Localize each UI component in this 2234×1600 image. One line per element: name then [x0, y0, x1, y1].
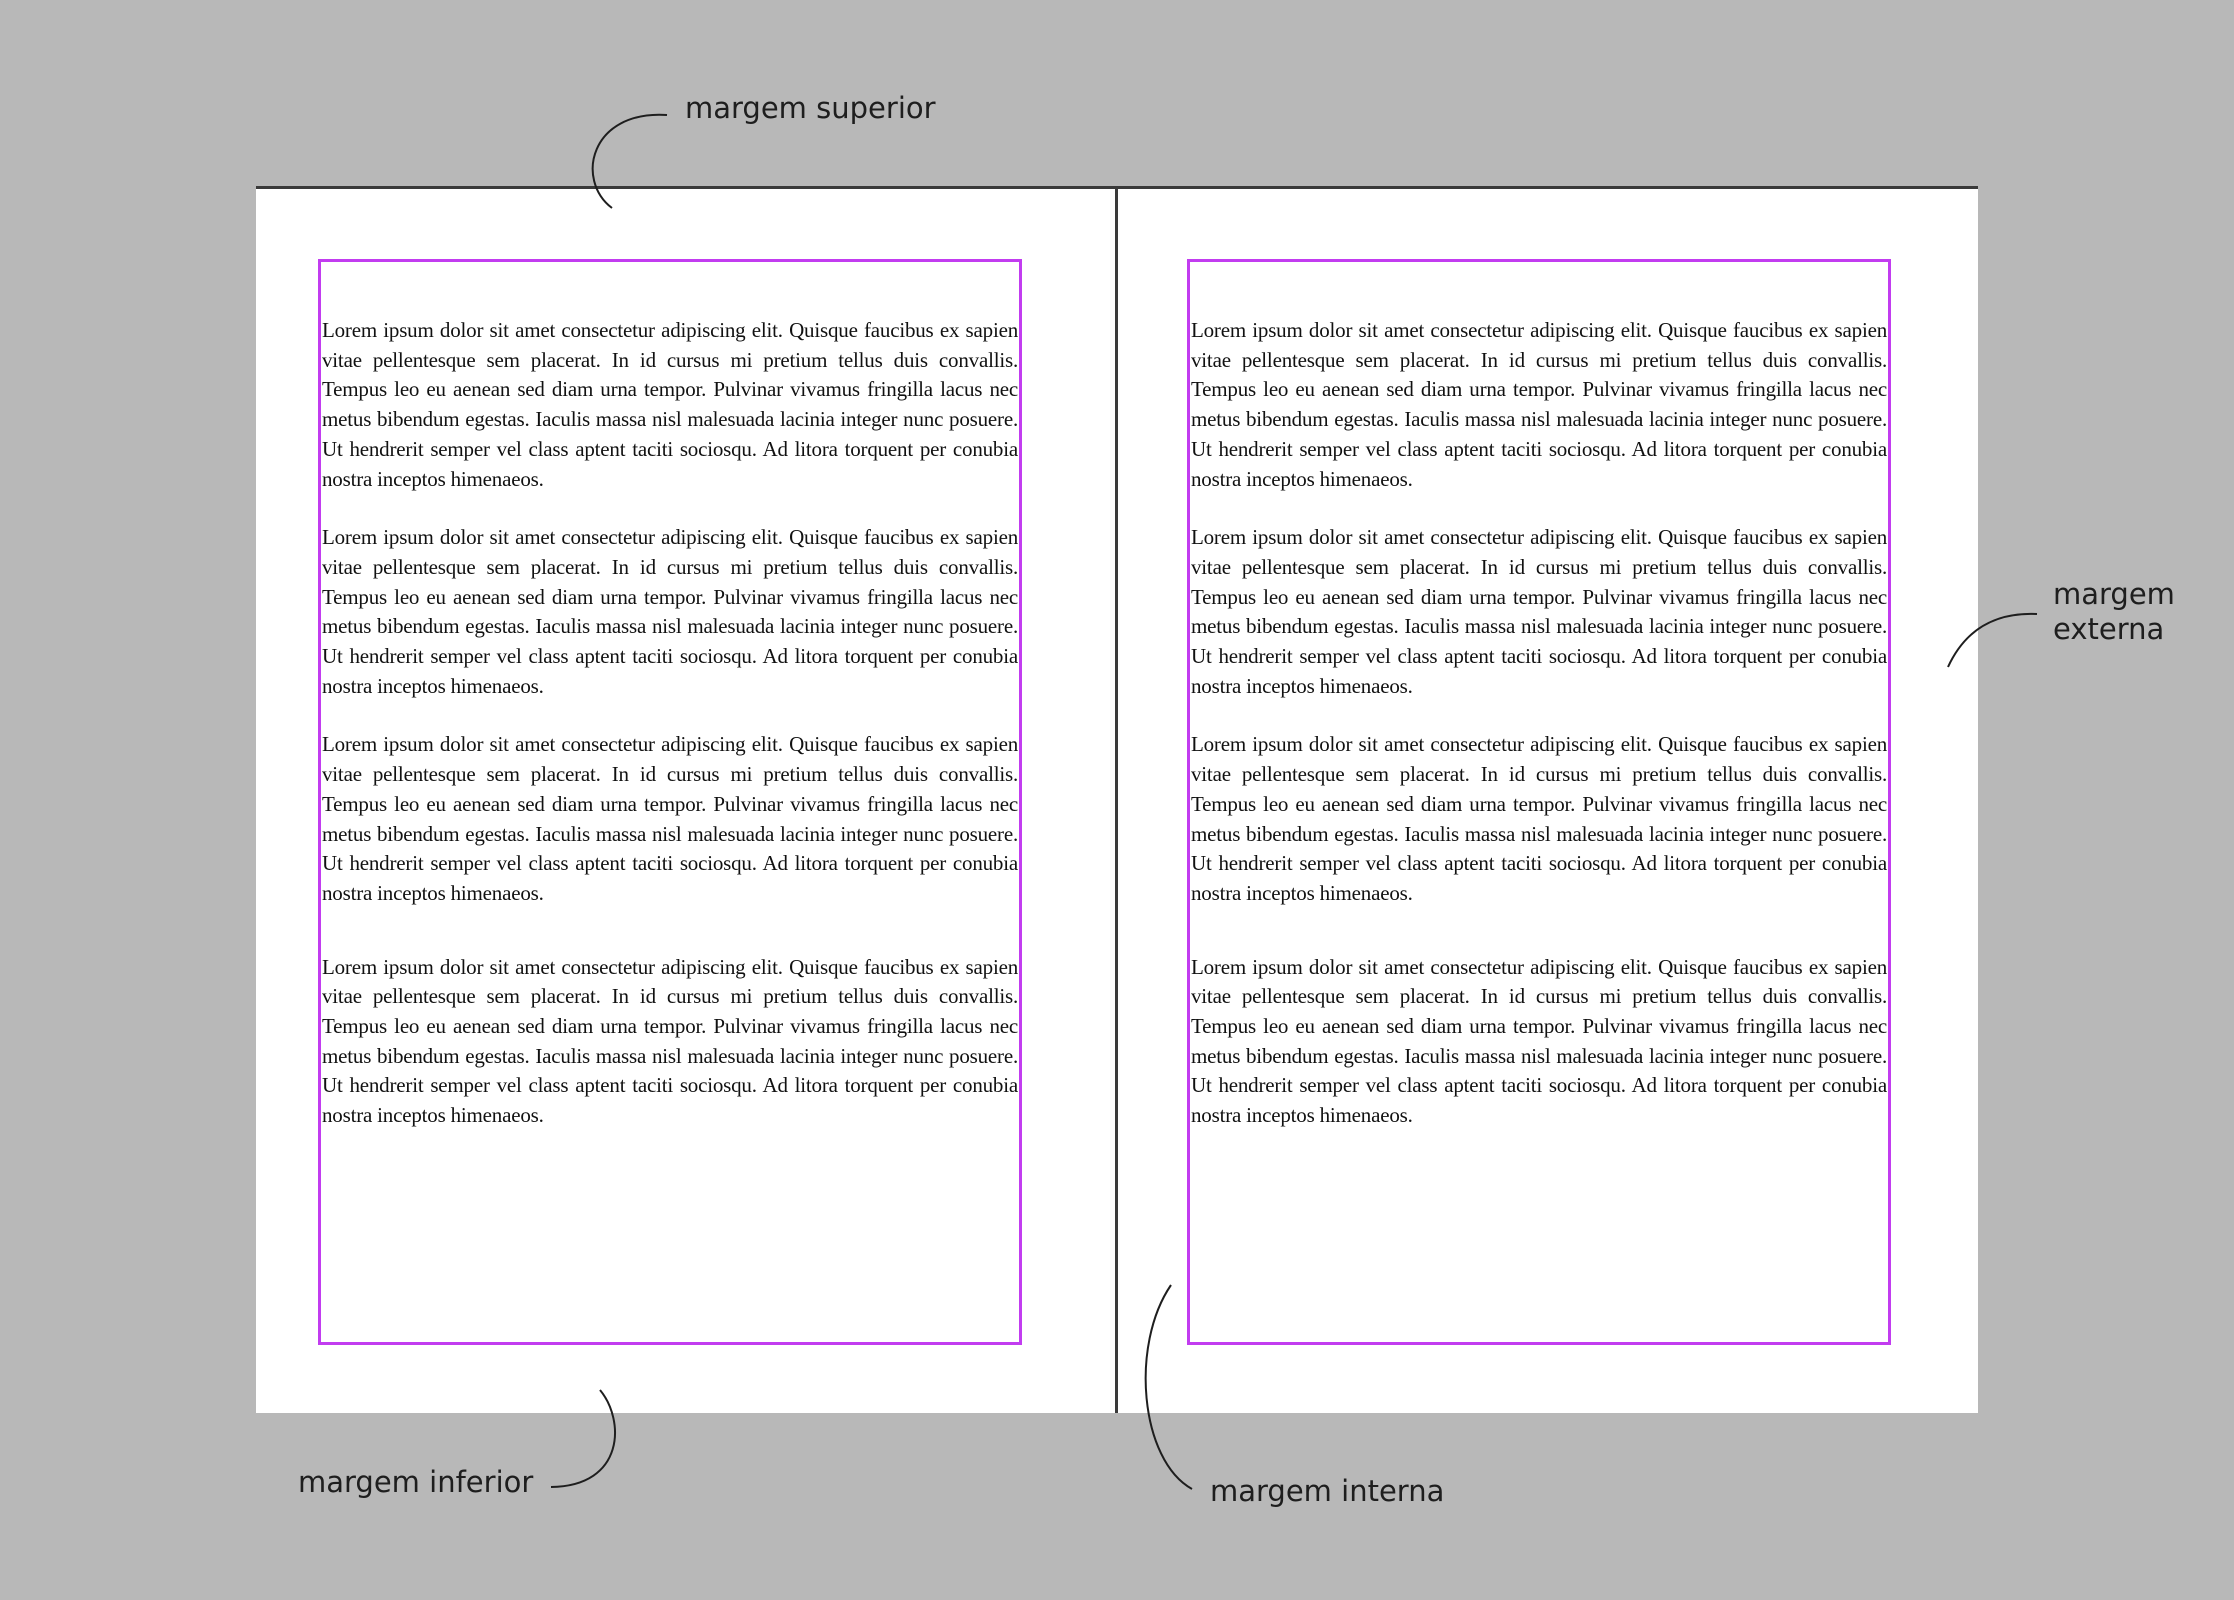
paragraph: Lorem ipsum dolor sit amet consectetur adipiscing elit. Quisque faucibus ex sapien vitae pellentesque sem placerat. In id cursus mi pretium tellus duis convallis. Tempus leo eu aenean sed diam urna tempor. Pulvinar vivamus fringilla lacus nec metus bibendum egestas. Iaculis massa nisl malesuada lacinia integer nunc posuere. Ut hendrerit semper vel class aptent taciti sociosqu. Ad litora torquent per conubia nostra inceptos himenaeos.: [1191, 732, 1887, 905]
right-page: [1117, 189, 1978, 1413]
paragraph: Lorem ipsum dolor sit amet consectetur adipiscing elit. Quisque faucibus ex sapien vitae pellentesque sem placerat. In id cursus mi pretium tellus duis convallis. Tempus leo eu aenean sed diam urna tempor. Pulvinar vivamus fringilla lacus nec metus bibendum egestas. Iaculis massa nisl malesuada lacinia integer nunc posuere. Ut hendrerit semper vel class aptent taciti sociosqu. Ad litora torquent per conubia nostra inceptos himenaeos.: [1191, 954, 1887, 1128]
paragraph: Lorem ipsum dolor sit amet consectetur adipiscing elit. Quisque faucibus ex sapien vitae pellentesque sem placerat. In id cursus mi pretium tellus duis convallis. Tempus leo eu aenean sed diam urna tempor. Pulvinar vivamus fringilla lacus nec metus bibendum egestas. Iaculis massa nisl malesuada lacinia integer nunc posuere. Ut hendrerit semper vel class aptent taciti sociosqu. Ad litora torquent per conubia nostra inceptos himenaeos.: [322, 732, 1018, 905]
book-spread: [256, 186, 1978, 1413]
right-text-frame: [1187, 259, 1891, 1345]
paragraph: Lorem ipsum dolor sit amet consectetur adipiscing elit. Quisque faucibus ex sapien vitae pellentesque sem placerat. In id cursus mi pretium tellus duis convallis. Tempus leo eu aenean sed diam urna tempor. Pulvinar vivamus fringilla lacus nec metus bibendum egestas. Iaculis massa nisl malesuada lacinia integer nunc posuere. Ut hendrerit semper vel class aptent taciti sociosqu. Ad litora torquent per conubia nostra inceptos himenaeos.: [322, 954, 1018, 1128]
inner-margin-label: margem interna: [1210, 1474, 1445, 1508]
paragraph: Lorem ipsum dolor sit amet consectetur adipiscing elit. Quisque faucibus ex sapien vitae pellentesque sem placerat. In id cursus mi pretium tellus duis convallis. Tempus leo eu aenean sed diam urna tempor. Pulvinar vivamus fringilla lacus nec metus bibendum egestas. Iaculis massa nisl malesuada lacinia integer nunc posuere. Ut hendrerit semper vel class aptent taciti sociosqu. Ad litora torquent per conubia nostra inceptos himenaeos.: [322, 525, 1018, 698]
bottom-margin-label: margem inferior: [298, 1465, 534, 1499]
left-text-body: [321, 316, 1019, 1160]
paragraph: Lorem ipsum dolor sit amet consectetur adipiscing elit. Quisque faucibus ex sapien vitae pellentesque sem placerat. In id cursus mi pretium tellus duis convallis. Tempus leo eu aenean sed diam urna tempor. Pulvinar vivamus fringilla lacus nec metus bibendum egestas. Iaculis massa nisl malesuada lacinia integer nunc posuere. Ut hendrerit semper vel class aptent taciti sociosqu. Ad litora torquent per conubia nostra inceptos himenaeos.: [1191, 318, 1887, 491]
paragraph: Lorem ipsum dolor sit amet consectetur adipiscing elit. Quisque faucibus ex sapien vitae pellentesque sem placerat. In id cursus mi pretium tellus duis convallis. Tempus leo eu aenean sed diam urna tempor. Pulvinar vivamus fringilla lacus nec metus bibendum egestas. Iaculis massa nisl malesuada lacinia integer nunc posuere. Ut hendrerit semper vel class aptent taciti sociosqu. Ad litora torquent per conubia nostra inceptos himenaeos.: [322, 318, 1018, 491]
left-text-frame: [318, 259, 1022, 1345]
paragraph: Lorem ipsum dolor sit amet consectetur adipiscing elit. Quisque faucibus ex sapien vitae pellentesque sem placerat. In id cursus mi pretium tellus duis convallis. Tempus leo eu aenean sed diam urna tempor. Pulvinar vivamus fringilla lacus nec metus bibendum egestas. Iaculis massa nisl malesuada lacinia integer nunc posuere. Ut hendrerit semper vel class aptent taciti sociosqu. Ad litora torquent per conubia nostra inceptos himenaeos.: [1191, 525, 1887, 698]
top-margin-label: margem superior: [685, 91, 936, 125]
right-text-body: [1190, 316, 1888, 1160]
left-page: [256, 189, 1117, 1413]
outer-margin-label: margem externa: [2053, 577, 2175, 646]
